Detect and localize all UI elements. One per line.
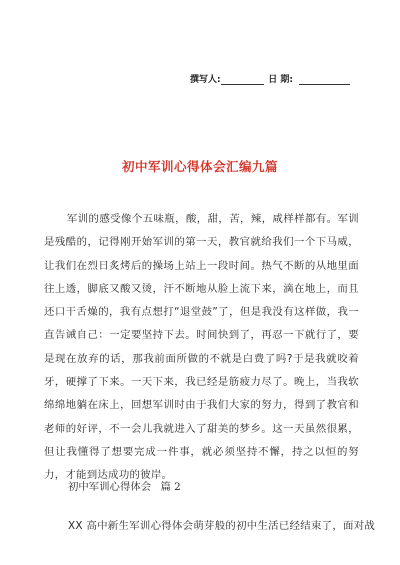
paragraph-2: XX 高中新生军训心得体会萌芽般的初中生活已经结束了，面对战 — [68, 520, 376, 532]
section-number: 篇 2 — [160, 481, 181, 493]
header-fields — [190, 72, 350, 85]
section-heading — [68, 478, 181, 493]
author-label: 撰写人: — [190, 75, 221, 85]
document-title: 初中军训心得体会汇编九篇 — [121, 159, 278, 174]
paragraph-1: 军训的感受像个五味瓶，酸，甜，苦，辣，咸样样都有。军训是残酷的，记得刚开始军训的第一天，教官就给我们一个下马威，让我们在烈日炙烤后的操场上站上一段时间。热气不断的从地里面往上透，脚底又酸又烫，汗不断地从脸上流下来，滴在地上，而且还口干舌燥的，我有点想打“退堂鼓”了，但是我没有这样做，我一直告诫自己：一定要坚持下去。时间快到了，再忍一下就行了，要是现在放弃的话，那我前面所做的不就是白费了吗?于是我就咬着牙，硬撑了下来。一天下来，我已经是筋疲力尽了。晚上，当我软绵绵地躺在床上，回想军训时由于我们大家的努力，得到了教官和老师的好评，不一会儿我就进入了甜美的梦乡。这一天虽然很累，但让我懂得了想要完成一件事，就必须坚持不懈，持之以恒的努力，才能到达成功的彼岸。 — [44, 213, 359, 482]
body-text — [44, 208, 359, 488]
section-heading-text: 初中军训心得体会 — [68, 481, 152, 493]
date-blank — [299, 75, 350, 85]
date-label: 日 期: — [268, 75, 294, 85]
author-blank — [221, 75, 265, 85]
